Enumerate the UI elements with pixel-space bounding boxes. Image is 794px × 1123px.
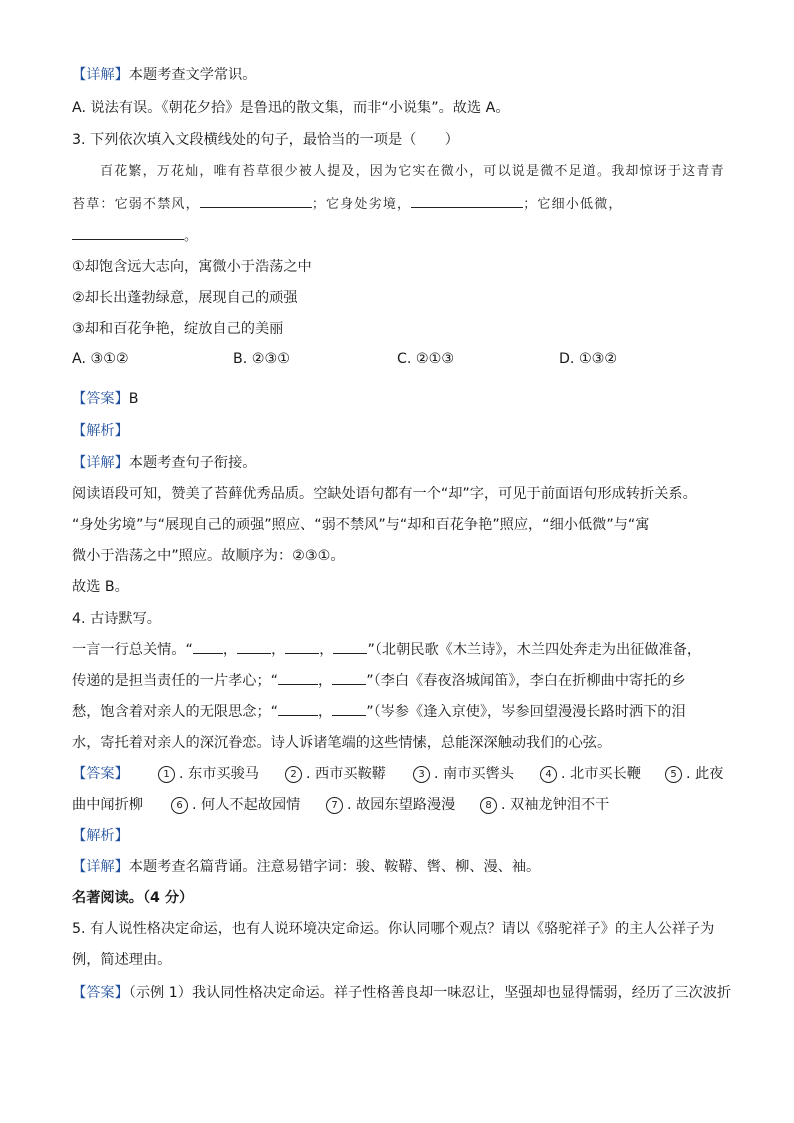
answer-item: 5 . 此夜 xyxy=(665,763,723,785)
q3-explain-3: 微小于浩荡之中”照应。故顺序为：②③①。 xyxy=(72,548,345,564)
answer-item: 2 . 西市买鞍鞯 xyxy=(285,763,386,785)
q3-analysis-label: 【解析】 xyxy=(72,423,129,439)
detail-label: 【详解】 xyxy=(72,67,129,83)
blank xyxy=(278,701,318,716)
q3-item-2: ②却长出蓬勃绿意，展现自己的顽强 xyxy=(72,290,298,306)
q2-explanation: A. 说法有误。《朝花夕拾》是鲁迅的散文集，而非“小说集”。故选 A。 xyxy=(72,100,510,116)
q3-stem: 3. 下列依次填入文段横线处的句子，最恰当的一项是（ ） xyxy=(72,132,459,148)
q4-stem: 4. 古诗默写。 xyxy=(72,611,161,627)
q3-conclusion: 故选 B。 xyxy=(72,579,129,595)
number-circle: 1 xyxy=(158,766,175,783)
q5-answer: 【答案】（示例 1）我认同性格决定命运。祥子性格善良却一味忍让，坚强却也显得懦弱，经历了三次波折 xyxy=(72,985,732,1001)
answer-label: 【答案】 xyxy=(72,391,129,407)
answer-item: 3 . 南市买辔头 xyxy=(413,763,514,785)
q3-detail: 【详解】本题考查句子衔接。 xyxy=(72,455,257,471)
q2-detail: 【详解】本题考查文学常识。 xyxy=(72,67,257,83)
number-circle: 7 xyxy=(326,797,343,814)
number-circle: 5 xyxy=(665,766,682,783)
q3-passage-line2: 苔草：它弱不禁风， ；它身处劣境， ；它细小低微， xyxy=(72,193,623,216)
answer-item: 4 . 北市买长鞭 xyxy=(540,763,641,785)
q3-item-1: ①却饱含远大志向，寓微小于浩荡之中 xyxy=(72,259,312,275)
blank xyxy=(332,701,366,716)
option-d: D. ①③② xyxy=(559,351,618,367)
number-circle: 6 xyxy=(171,797,188,814)
answer-label: 【答案】 xyxy=(72,985,129,1001)
answer-item: 7 . 故园东望路漫漫 xyxy=(326,794,455,816)
blank xyxy=(193,639,223,654)
blank xyxy=(333,639,367,654)
blank xyxy=(285,639,319,654)
q4-detail: 【详解】本题考查名篇背诵。注意易错字词：骏、鞍鞯、辔、柳、漫、袖。 xyxy=(72,859,541,875)
q3-passage-line3: 。 xyxy=(72,225,198,248)
blank xyxy=(278,670,318,685)
blank xyxy=(237,639,271,654)
answer-item: 1 . 东市买骏马 xyxy=(158,763,259,785)
fill-blank-1 xyxy=(200,193,312,208)
q3-answer: 【答案】B xyxy=(72,391,139,407)
q4-analysis-label: 【解析】 xyxy=(72,828,129,844)
number-circle: 3 xyxy=(413,766,430,783)
q4-line2: 传递的是担当责任的一片孝心；“ ， ”（李白《春夜洛城闻笛》，李白在折柳曲中寄托的乡 xyxy=(72,670,686,692)
fill-blank-3 xyxy=(72,225,184,240)
option-a: A. ③①② xyxy=(72,351,129,367)
q3-explain-2: “身处劣境”与“展现自己的顽强”照应、“弱不禁风”与“却和百花争艳”照应，“细小低微”与“寓 xyxy=(72,517,650,533)
q4-answer xyxy=(72,763,724,785)
q5-stem-2: 例，简述理由。 xyxy=(72,952,172,968)
q4-answer-cont: 曲中闻折柳 6 . 何人不起故园情 7 . 故园东望路漫漫 8 . 双袖龙钟泪不干 xyxy=(72,794,724,816)
answer-item: 6 . 何人不起故园情 xyxy=(171,794,300,816)
answer-item: 8 . 双袖龙钟泪不干 xyxy=(480,794,609,816)
number-circle: 4 xyxy=(540,766,557,783)
q4-line1: 一言一行总关情。“ ， ， ， ”（北朝民歌《木兰诗》，木兰四处奔走为出征做准备， xyxy=(72,639,701,661)
detail-label: 【详解】 xyxy=(72,455,129,471)
q3-passage-line1: 百花繁，万花灿，唯有苔草很少被人提及，因为它实在微小，可以说是微不足道。我却惊讶于这青青 xyxy=(100,164,725,179)
q4-line4: 水，寄托着对亲人的深沉眷恋。诗人诉诸笔端的这些情愫，总能深深触动我们的心弦。 xyxy=(72,735,612,751)
q5-stem-1: 5. 有人说性格决定命运，也有人说环境决定命运。你认同哪个观点？请以《骆驼祥子》的主人公祥子为 xyxy=(72,921,715,937)
q3-explain-1: 阅读语段可知，赞美了苔藓优秀品质。空缺处语句都有一个“却”字，可见于前面语句形成转折关系。 xyxy=(72,486,697,502)
number-circle: 8 xyxy=(480,797,497,814)
q4-line3: 愁，饱含着对亲人的无限思念；“ ， ”（岑参《逢入京使》，岑参回望漫漫长路时洒下的泪 xyxy=(72,701,686,723)
number-circle: 2 xyxy=(285,766,302,783)
q3-item-3: ③却和百花争艳，绽放自己的美丽 xyxy=(72,321,284,337)
option-b: B. ②③① xyxy=(233,351,290,367)
section-title: 名著阅读。（4 分） xyxy=(72,890,194,906)
detail-label: 【详解】 xyxy=(72,859,129,875)
option-c: C. ②①③ xyxy=(397,351,455,367)
answer-label: 【答案】 xyxy=(72,766,129,782)
fill-blank-2 xyxy=(411,193,523,208)
blank xyxy=(332,670,366,685)
